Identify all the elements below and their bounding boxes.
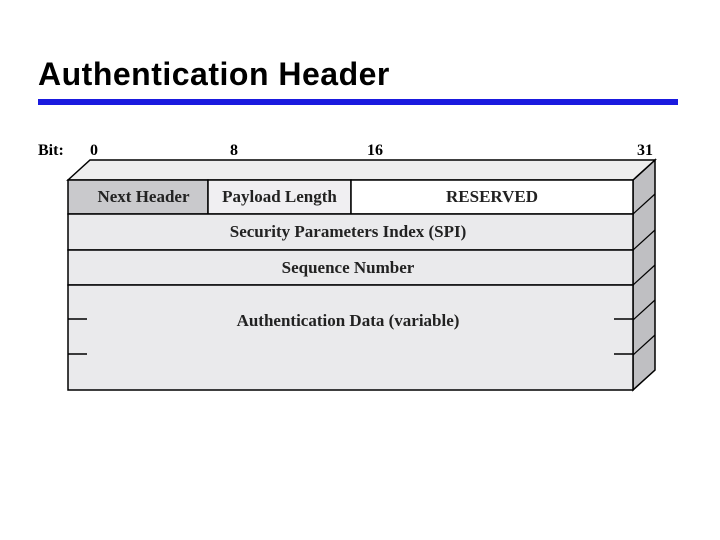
field-spi: Security Parameters Index (SPI) <box>229 222 467 241</box>
field-payload-length: Payload Length <box>222 187 337 206</box>
slide-title: Authentication Header <box>38 56 390 92</box>
bit-marker-16: 16 <box>367 142 383 159</box>
field-reserved: RESERVED <box>446 187 538 206</box>
field-sequence-number: Sequence Number <box>281 257 415 277</box>
field-next-header: Next Header <box>97 187 190 206</box>
field-authentication-data: Authentication Data (variable) <box>236 310 460 330</box>
bit-marker-0: 0 <box>90 142 98 159</box>
bit-marker-31: 31 <box>637 142 653 159</box>
bit-axis-label: Bit: <box>38 142 64 159</box>
bit-marker-8: 8 <box>230 142 238 159</box>
frame-top-panel <box>68 160 655 180</box>
